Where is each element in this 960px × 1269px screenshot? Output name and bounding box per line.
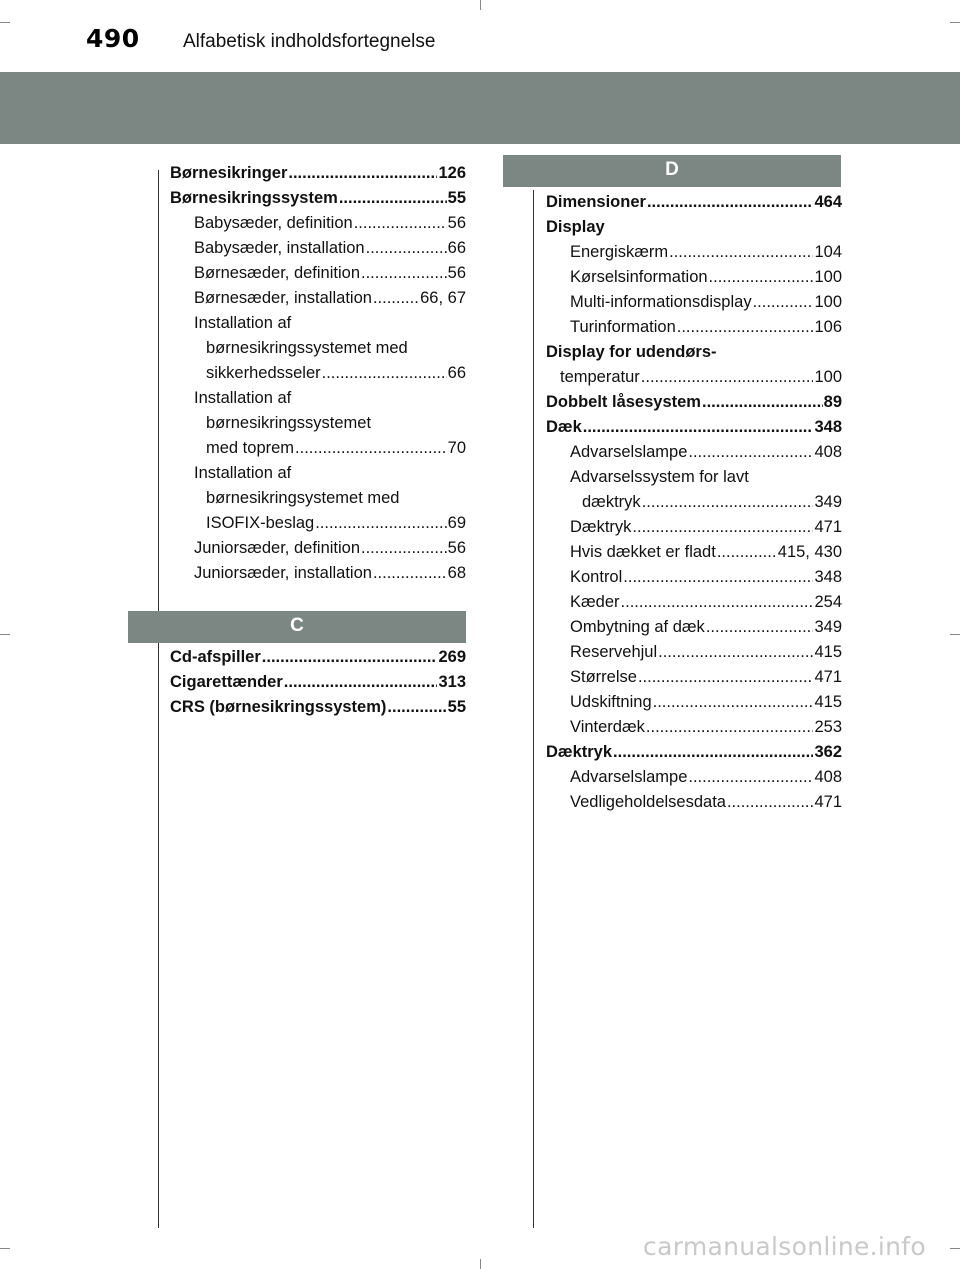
column-divider-left	[158, 170, 159, 1228]
index-entry-term: Dæktryk	[570, 518, 632, 536]
index-entry-term: med toprem	[206, 439, 295, 457]
index-entry-term: Reservehjul	[570, 643, 658, 661]
index-entry-term: Juniorsæder, installation	[194, 564, 372, 582]
header-band	[0, 72, 960, 144]
index-entry-page: 471	[814, 518, 842, 536]
index-entry-page: 66, 67	[420, 289, 466, 307]
index-entry-term: dæktryk	[582, 493, 641, 511]
leader-dots	[387, 695, 446, 720]
index-column-left-c	[170, 645, 466, 720]
index-entry-page: 56	[447, 264, 466, 282]
leader-dots	[361, 536, 447, 561]
index-entry-term: Babysæder, installation	[194, 239, 365, 257]
index-entry-term: børnesikringsystemet med	[206, 489, 400, 507]
index-entry	[170, 411, 466, 436]
leader-dots	[727, 790, 814, 815]
index-column-right	[546, 190, 842, 815]
index-entry	[546, 640, 842, 665]
section-letter-d: D	[665, 159, 679, 180]
leader-dots	[621, 590, 814, 615]
index-entry	[546, 390, 842, 415]
index-entry	[546, 290, 842, 315]
index-entry-term: Kontrol	[570, 568, 623, 586]
leader-dots	[583, 415, 814, 440]
index-entry-term: Display	[546, 218, 605, 236]
column-divider-right	[533, 190, 534, 1228]
leader-dots	[262, 645, 438, 670]
index-entry	[546, 415, 842, 440]
index-entry-term: Vedligeholdelsesdata	[570, 793, 726, 811]
page-title: Alfabetisk indholdsfortegnelse	[183, 31, 436, 52]
index-entry-page: 464	[814, 193, 842, 211]
index-entry-term: Børnesæder, definition	[194, 264, 361, 282]
leader-dots	[638, 665, 814, 690]
index-entry	[170, 236, 466, 261]
index-entry-term: Installation af	[194, 389, 292, 407]
leader-dots	[288, 161, 437, 186]
index-entry-term: Advarselslampe	[570, 443, 688, 461]
index-entry-page: 269	[438, 648, 466, 666]
index-column-left	[170, 161, 466, 586]
leader-dots	[646, 715, 814, 740]
index-entry-term: CRS (børnesikringssystem)	[170, 698, 387, 716]
index-entry-page: 126	[438, 164, 466, 182]
index-entry-page: 56	[447, 539, 466, 557]
index-entry-page: 106	[814, 318, 842, 336]
index-entry-term: Hvis dækket er fladt	[570, 543, 716, 561]
page-header	[0, 0, 960, 62]
index-entry	[546, 490, 842, 515]
index-entry	[546, 715, 842, 740]
index-entry-page: 254	[814, 593, 842, 611]
index-entry	[170, 336, 466, 361]
index-entry-page: 415, 430	[777, 543, 842, 561]
index-entry	[546, 315, 842, 340]
index-entry-term: Børnesikringssystem	[170, 189, 338, 207]
leader-dots	[642, 490, 814, 515]
index-entry	[170, 670, 466, 695]
index-entry	[546, 615, 842, 640]
index-entry	[170, 645, 466, 670]
index-entry-page: 100	[814, 293, 842, 311]
index-entry-page: 348	[814, 418, 842, 436]
index-entry	[546, 765, 842, 790]
index-entry-term: Dimensioner	[546, 193, 646, 211]
leader-dots	[669, 240, 813, 265]
index-entry-term: temperatur	[560, 368, 640, 386]
index-entry	[546, 240, 842, 265]
leader-dots	[315, 511, 446, 536]
index-entry-page: 349	[814, 618, 842, 636]
index-entry-term: Energiskærm	[570, 243, 669, 261]
index-entry	[170, 311, 466, 336]
index-entry-page: 56	[447, 214, 466, 232]
crop-mark	[950, 634, 960, 635]
index-entry	[170, 486, 466, 511]
leader-dots	[632, 515, 813, 540]
leader-dots	[688, 440, 813, 465]
index-entry-term: Advarselssystem for lavt	[570, 468, 749, 486]
index-entry-page: 408	[814, 443, 842, 461]
index-entry-term: børnesikringssystemet med	[206, 339, 408, 357]
leader-dots	[717, 540, 777, 565]
index-entry	[170, 286, 466, 311]
index-entry-term: Børnesæder, installation	[194, 289, 372, 307]
leader-dots	[658, 640, 813, 665]
leader-dots	[647, 190, 814, 215]
leader-dots	[653, 690, 814, 715]
leader-dots	[361, 261, 447, 286]
index-entry-term: Cigarettænder	[170, 673, 283, 691]
index-entry-term: Kørselsinformation	[570, 268, 708, 286]
index-entry	[546, 215, 842, 240]
index-entry-term: Kæder	[570, 593, 620, 611]
index-entry	[170, 561, 466, 586]
index-entry-page: 313	[438, 673, 466, 691]
leader-dots	[373, 561, 447, 586]
leader-dots	[613, 740, 813, 765]
index-entry	[546, 690, 842, 715]
index-entry-page: 471	[814, 668, 842, 686]
index-entry-page: 55	[447, 189, 466, 207]
index-entry-page: 253	[814, 718, 842, 736]
crop-mark	[480, 1259, 481, 1269]
index-entry	[546, 665, 842, 690]
index-entry-term: Størrelse	[570, 668, 637, 686]
index-entry-term: Vinterdæk	[570, 718, 645, 736]
index-entry	[546, 365, 842, 390]
leader-dots	[641, 365, 814, 390]
index-entry-page: 362	[814, 743, 842, 761]
index-entry-term: Advarselslampe	[570, 768, 688, 786]
leader-dots	[322, 361, 447, 386]
index-entry	[546, 565, 842, 590]
index-entry-page: 66	[447, 364, 466, 382]
index-entry	[170, 511, 466, 536]
leader-dots	[706, 615, 814, 640]
index-entry-page: 89	[823, 393, 842, 411]
index-entry-page: 55	[447, 698, 466, 716]
leader-dots	[709, 265, 814, 290]
index-entry	[170, 436, 466, 461]
index-entry	[170, 536, 466, 561]
leader-dots	[339, 186, 447, 211]
crop-mark	[0, 1248, 10, 1249]
index-entry-term: Udskiftning	[570, 693, 652, 711]
index-entry-term: Dæktryk	[546, 743, 613, 761]
index-entry-page: 104	[814, 243, 842, 261]
page-number: 490	[86, 24, 140, 53]
index-entry-term: Børnesikringer	[170, 164, 288, 182]
index-entry-term: Installation af	[194, 464, 292, 482]
index-entry	[170, 261, 466, 286]
index-entry-page: 348	[814, 568, 842, 586]
index-list-d	[546, 190, 842, 815]
leader-dots	[373, 286, 419, 311]
index-entry	[546, 590, 842, 615]
index-entry-term: Multi-informationsdisplay	[570, 293, 752, 311]
leader-dots	[688, 765, 813, 790]
index-entry	[546, 465, 842, 490]
index-list-b	[170, 161, 466, 586]
leader-dots	[295, 436, 447, 461]
index-entry-page: 100	[814, 368, 842, 386]
index-entry	[546, 790, 842, 815]
index-entry-term: børnesikringssystemet	[206, 414, 372, 432]
leader-dots	[366, 236, 447, 261]
index-entry	[170, 211, 466, 236]
index-entry	[546, 190, 842, 215]
leader-dots	[702, 390, 823, 415]
index-entry	[546, 265, 842, 290]
index-entry-term: sikkerhedsseler	[206, 364, 321, 382]
section-header-c	[128, 611, 466, 643]
index-entry	[546, 740, 842, 765]
index-entry-page: 471	[814, 793, 842, 811]
index-entry	[546, 515, 842, 540]
section-letter-c: C	[290, 615, 304, 636]
index-entry	[170, 186, 466, 211]
index-entry-term: Display for udendørs-	[546, 343, 717, 361]
index-entry-page: 66	[447, 239, 466, 257]
leader-dots	[677, 315, 814, 340]
leader-dots	[623, 565, 813, 590]
index-entry-term: Dobbelt låsesystem	[546, 393, 701, 411]
index-entry-term: Babysæder, definition	[194, 214, 353, 232]
index-entry-page: 70	[447, 439, 466, 457]
index-entry-page: 415	[814, 643, 842, 661]
index-entry-page: 349	[814, 493, 842, 511]
index-entry-term: ISOFIX-beslag	[206, 514, 315, 532]
index-entry	[170, 161, 466, 186]
index-entry-page: 69	[447, 514, 466, 532]
crop-mark	[950, 1248, 960, 1249]
index-entry-page: 100	[814, 268, 842, 286]
crop-mark	[0, 634, 10, 635]
index-entry-page: 408	[814, 768, 842, 786]
index-entry-term: Dæk	[546, 418, 582, 436]
index-entry	[170, 386, 466, 411]
section-header-d	[503, 155, 841, 187]
index-entry-page: 415	[814, 693, 842, 711]
index-entry-term: Installation af	[194, 314, 292, 332]
leader-dots	[753, 290, 814, 315]
leader-dots	[354, 211, 447, 236]
index-entry	[546, 540, 842, 565]
index-entry	[546, 440, 842, 465]
index-entry-term: Ombytning af dæk	[570, 618, 705, 636]
index-entry	[546, 340, 842, 365]
leader-dots	[284, 670, 438, 695]
index-entry-term: Cd-afspiller	[170, 648, 261, 666]
index-entry	[170, 461, 466, 486]
index-entry-term: Turinformation	[570, 318, 676, 336]
index-list-c	[170, 645, 466, 720]
index-entry	[170, 695, 466, 720]
index-entry-term: Juniorsæder, definition	[194, 539, 361, 557]
footer-watermark: carmanualsonline.info	[643, 1232, 926, 1261]
index-entry	[170, 361, 466, 386]
index-entry-page: 68	[447, 564, 466, 582]
